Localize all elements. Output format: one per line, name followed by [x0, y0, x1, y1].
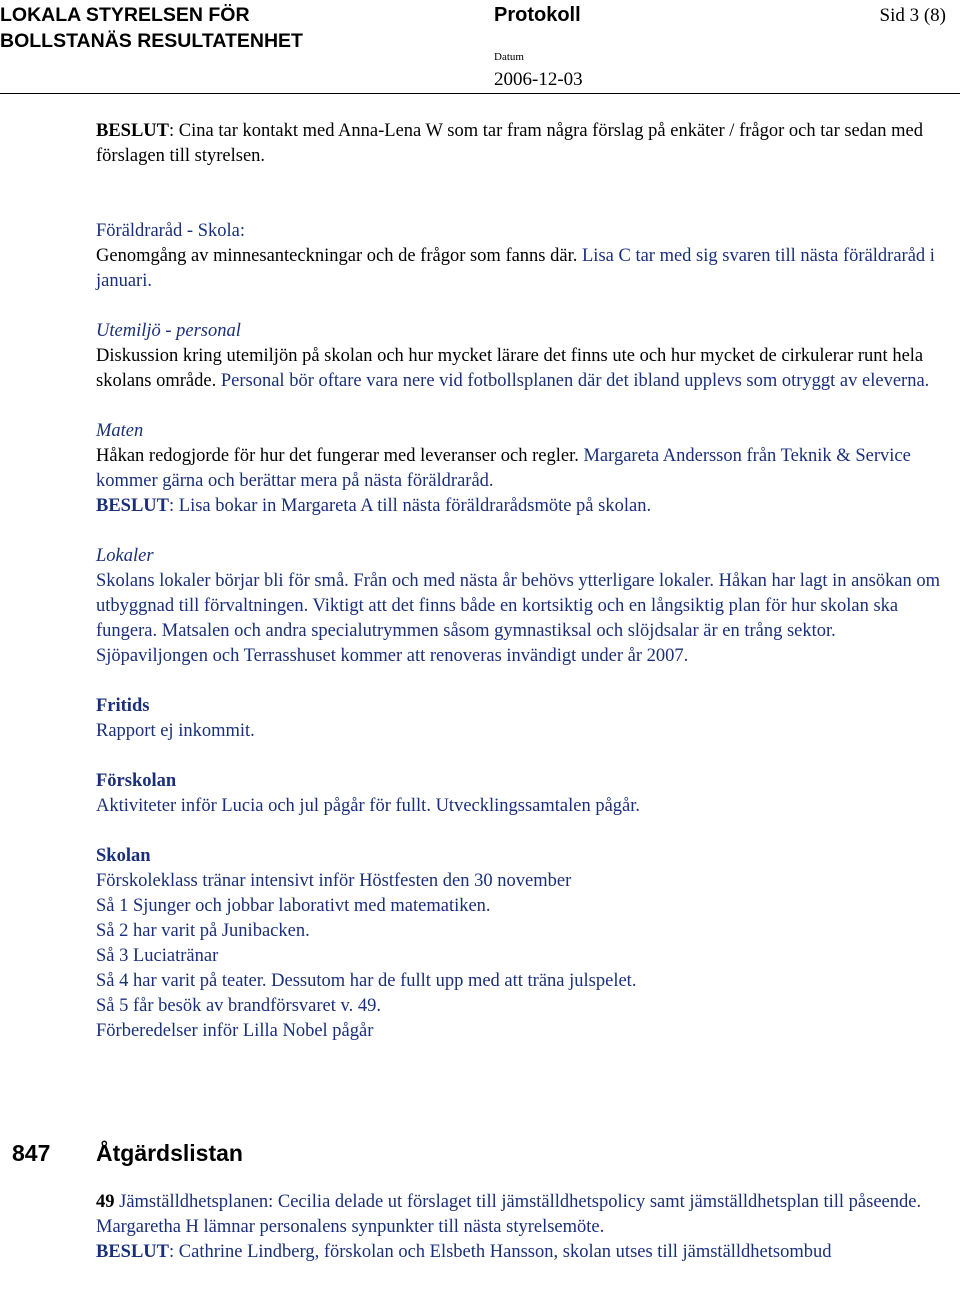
section-title: Åtgärdslistan: [96, 1140, 243, 1166]
forskolan-heading: Förskolan: [96, 771, 177, 791]
beslut-label: BESLUT: [96, 496, 170, 516]
organization-name-line1: LOKALA STYRELSEN FÖR: [0, 4, 250, 26]
maten-text-blue: Margareta Andersson från Teknik & Service kommer gärna och berättar mera på nästa föräldraråd.: [96, 446, 911, 491]
action-item-text: Jämställdhetsplanen: Cecilia delade ut förslaget till jämställdhetspolicy samt jämställdhetsplan till påseende. Margaretha H lämnar personalens synpunkter till nästa styrelsemöte.: [96, 1192, 922, 1237]
beslut-text: : Cina tar kontakt med Anna-Lena W som tar fram några förslag på enkäter / frågor och tar sedan med förslagen till styrelsen.: [96, 121, 923, 166]
maten-paragraph: [96, 444, 952, 494]
section-847-beslut-paragraph: [96, 1240, 952, 1265]
section-847-body: [96, 1190, 952, 1265]
foraldrarad-paragraph: [96, 244, 952, 294]
beslut-label: BESLUT: [96, 1242, 170, 1262]
forskolan-paragraph: Aktiviteter inför Lucia och jul pågår för fullt. Utvecklingssamtalen pågår.: [96, 796, 641, 816]
skolan-heading: Skolan: [96, 846, 151, 866]
lokaler-paragraph-2: Sjöpaviljongen och Terrasshuset kommer att renoveras invändigt under år 2007.: [96, 646, 689, 666]
section-number: 847: [12, 1140, 51, 1166]
date-label: Datum: [494, 51, 524, 63]
utemiljo-paragraph: [96, 344, 952, 394]
foraldrarad-text: Genomgång av minnesanteckningar och de frågor som fanns där.: [96, 246, 578, 266]
beslut-text: : Cathrine Lindberg, förskolan och Elsbeth Hansson, skolan utses till jämställdhetsombud: [169, 1242, 832, 1262]
fritids-heading: Fritids: [96, 696, 150, 716]
maten-beslut-paragraph: [96, 494, 952, 519]
document-date: 2006-12-03: [494, 69, 583, 90]
beslut-text: : Lisa bokar in Margareta A till nästa föräldrarådsmöte på skolan.: [169, 496, 652, 516]
skolan-line: Så 4 har varit på teater. Dessutom har de fullt upp med att träna julspelet.: [96, 971, 637, 991]
fritids-paragraph: Rapport ej inkommit.: [96, 721, 255, 741]
document-title: Protokoll: [494, 4, 581, 26]
lokaler-heading: Lokaler: [96, 546, 154, 566]
lokaler-paragraph: Skolans lokaler börjar bli för små. Från och med nästa år behövs ytterligare lokaler. Håkan har lagt in ansökan om utbyggnad till förvaltningen. Viktigt att det finns både en kortsiktig och en långsiktig plan för hur skolan ska fungera. Matsalen och andra specialutrymmen såsom gymnastiksal och slöjdsalar är en trång sektor.: [96, 571, 941, 641]
organization-name-line2: BOLLSTANÄS RESULTATENHET: [0, 30, 303, 52]
maten-text: Håkan redogjorde för hur det fungerar med leveranser och regler.: [96, 446, 579, 466]
skolan-line: Så 3 Luciatränar: [96, 946, 219, 966]
page-number: Sid 3 (8): [879, 5, 946, 26]
maten-heading: Maten: [96, 421, 144, 441]
action-item-number: 49: [96, 1192, 115, 1212]
action-item-paragraph: [96, 1190, 952, 1240]
skolan-line: Förberedelser inför Lilla Nobel pågår: [96, 1021, 374, 1041]
utemiljo-heading: Utemiljö - personal: [96, 321, 241, 341]
header-divider: [0, 93, 960, 94]
document-body: [96, 119, 952, 1044]
utemiljo-text-blue: Personal bör oftare vara nere vid fotbollsplanen där det ibland upplevs som otryggt av eleverna.: [216, 371, 930, 391]
skolan-line: Förskoleklass tränar intensivt inför Höstfesten den 30 november: [96, 871, 572, 891]
foraldrarad-heading: Föräldraråd - Skola:: [96, 221, 245, 241]
skolan-line: Så 5 får besök av brandförsvaret v. 49.: [96, 996, 381, 1016]
foraldrarad-text-blue: Lisa C tar med sig svaren till nästa föräldraråd i januari.: [96, 246, 935, 291]
utemiljo-text: Diskussion kring utemiljön på skolan och hur mycket lärare det finns ute och hur mycket de cirkulerar runt hela skolans område.: [96, 346, 924, 391]
skolan-line: Så 1 Sjunger och jobbar laborativt med matematiken.: [96, 896, 491, 916]
organization-name: [0, 2, 303, 54]
intro-beslut-paragraph: [96, 119, 952, 169]
skolan-line: Så 2 har varit på Junibacken.: [96, 921, 310, 941]
beslut-label: BESLUT: [96, 121, 170, 141]
